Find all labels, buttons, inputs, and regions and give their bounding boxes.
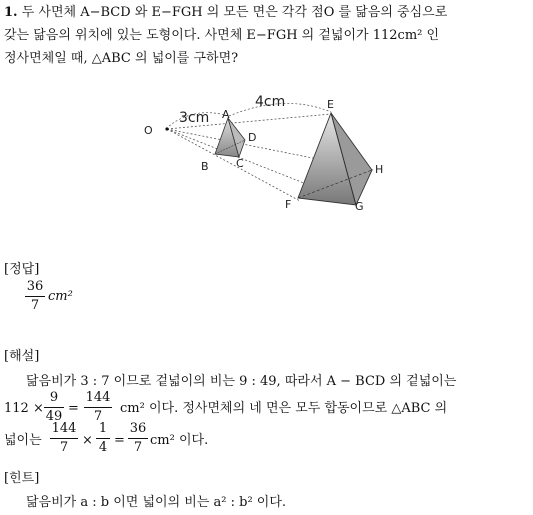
frac-den: 7 xyxy=(133,440,143,455)
answer-frac-num: 36 xyxy=(26,279,44,294)
solution-l3-times: × xyxy=(82,433,93,448)
tetrahedra-figure xyxy=(135,88,405,213)
frac-num: 36 xyxy=(129,421,147,436)
frac-den: 4 xyxy=(98,440,108,455)
frac-num: 1 xyxy=(98,421,108,436)
solution-l3-frac-2 xyxy=(96,421,110,456)
label-g: G xyxy=(355,200,364,213)
label-d: D xyxy=(248,131,257,144)
label-h: H xyxy=(375,163,384,176)
point-o-dot xyxy=(165,127,168,130)
label-e: E xyxy=(327,98,334,111)
problem-line-2: 갖는 닮음의 위치에 있는 도형이다. 사면체 E−FGH 의 겉넓이가 112cm² 인 xyxy=(4,28,440,43)
frac-den: 49 xyxy=(45,409,63,424)
label-f: F xyxy=(285,198,292,211)
frac-num: 9 xyxy=(49,390,59,405)
solution-l2-frac-2 xyxy=(84,390,112,425)
frac-num: 144 xyxy=(51,421,77,436)
answer-frac-den: 7 xyxy=(30,298,40,313)
solution-l2-frac-1 xyxy=(44,390,64,425)
label-c: C xyxy=(236,157,244,170)
answer-fraction xyxy=(25,279,45,314)
label-dist-small: 3cm xyxy=(179,110,210,126)
solution-l2-eq: = xyxy=(68,401,79,416)
label-b: B xyxy=(201,160,209,173)
problem-text-1: 두 사면체 A−BCD 와 E−FGH 의 모든 면은 각각 점O 를 닮음의 중심으로 xyxy=(21,5,448,20)
frac-den: 7 xyxy=(93,409,103,424)
solution-l3-frac-3 xyxy=(128,421,148,456)
problem-number: 1. xyxy=(4,5,18,20)
solution-l3-frac-1 xyxy=(50,421,78,456)
solution-l3-a: 넓이는 xyxy=(4,433,42,448)
solution-l2-a: 112 × xyxy=(4,401,44,416)
solution-l3-b: cm² 이다. xyxy=(150,433,209,448)
label-dist-large: 4cm xyxy=(255,94,286,110)
label-o: O xyxy=(144,124,153,137)
solution-l3-eq: = xyxy=(114,433,125,448)
hint-header: [힌트] xyxy=(4,471,40,486)
solution-line-1: 닮음비가 3 : 7 이므로 겉넓이의 비는 9 : 49, 따라서 A − BCD 의 겉넓이는 xyxy=(26,374,457,389)
frac-den: 7 xyxy=(59,440,69,455)
large-tetrahedron xyxy=(298,113,372,205)
problem-line-1 xyxy=(4,4,447,22)
problem-line-3: 정사면체일 때, △ABC 의 넓이를 구하면? xyxy=(4,51,239,66)
answer-header: [정답] xyxy=(4,262,40,277)
frac-num: 144 xyxy=(85,390,111,405)
solution-l2-b: cm² 이다. 정사면체의 네 면은 모두 합동이므로 △ABC 의 xyxy=(120,401,448,416)
label-a: A xyxy=(222,108,230,121)
answer-unit: cm² xyxy=(48,289,73,304)
solution-header: [해설] xyxy=(4,349,40,364)
hint-text: 닮음비가 a : b 이면 넓이의 비는 a² : b² 이다. xyxy=(26,495,287,510)
